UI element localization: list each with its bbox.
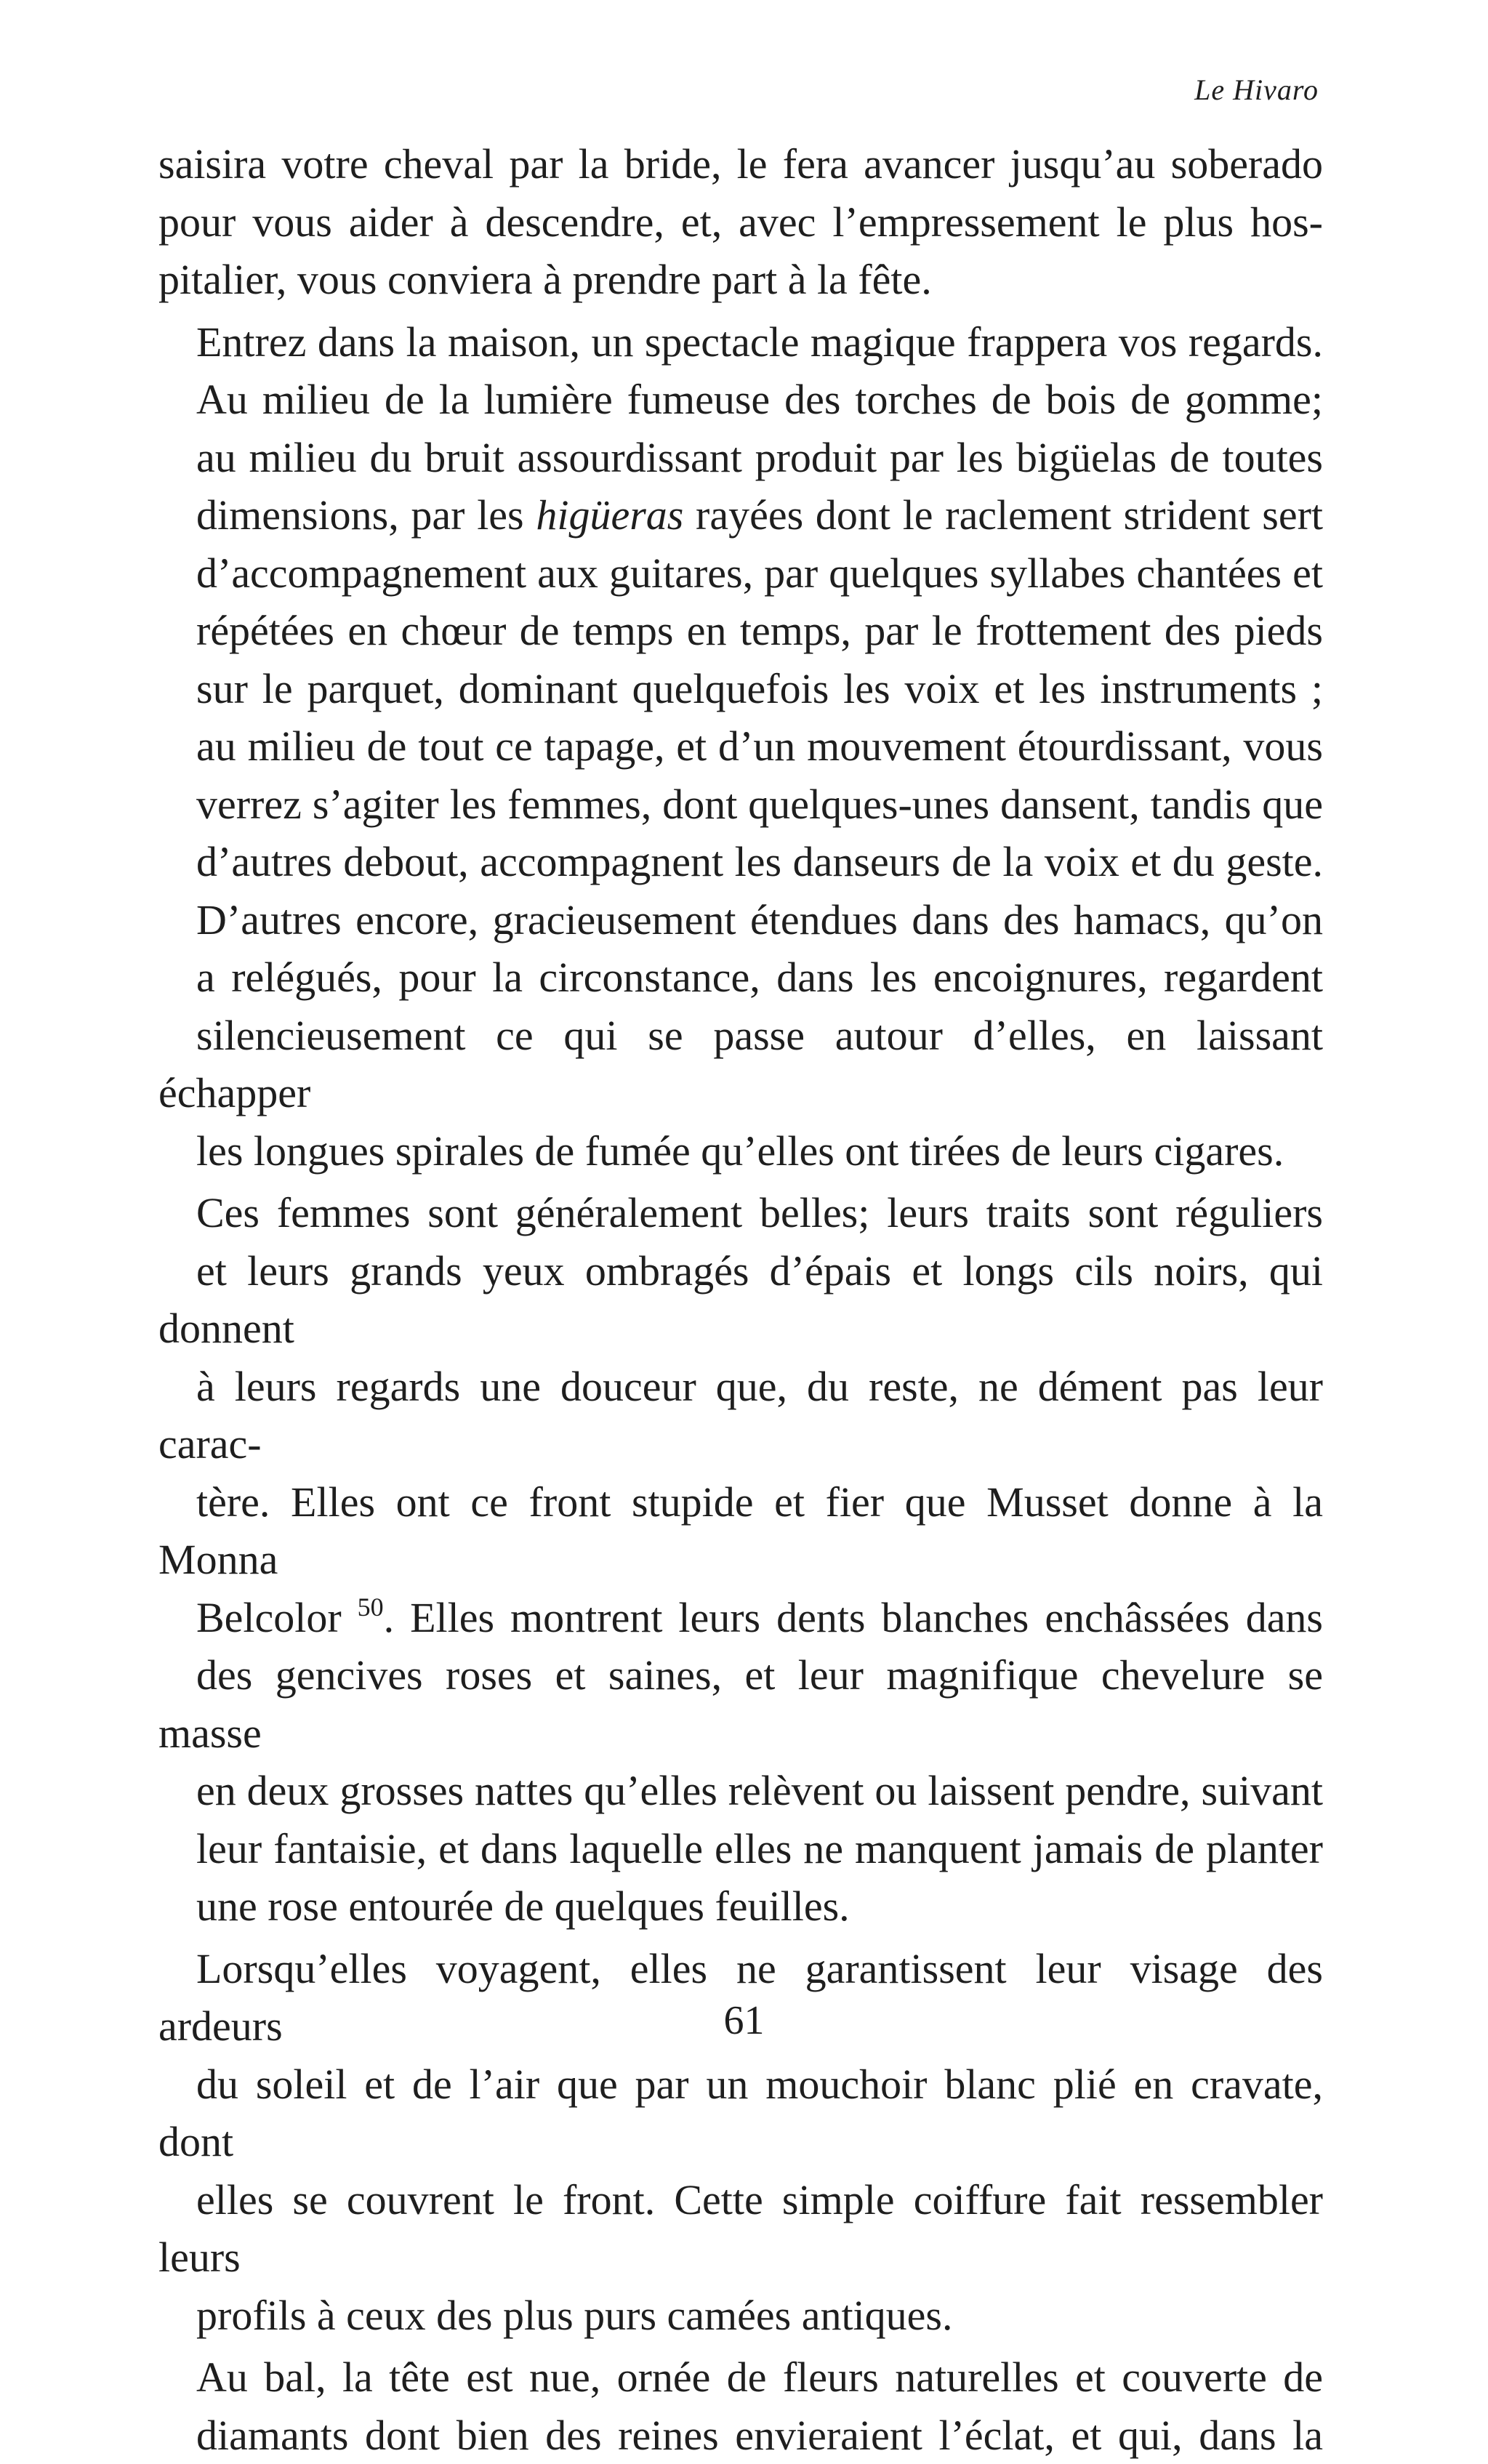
text-line: pour vous aider à descendre, et, avec l’empressement le plus hos-	[158, 193, 1323, 251]
running-header: Le Hivaro	[1194, 73, 1319, 107]
text-line: Ces femmes sont généralement belles; leurs traits sont réguliers	[158, 1184, 1323, 1242]
text-line: saisira votre cheval par la bride, le fera avancer jusqu’au soberado	[158, 135, 1323, 193]
text-line: Lorsqu’elles voyagent, elles ne garantissent leur visage des ardeurs	[158, 1940, 1323, 2056]
text-line: des gencives roses et saines, et leur magnifique chevelure se masse	[158, 1646, 1323, 1762]
paragraph-5	[158, 2348, 1323, 2464]
text-line: elles se couvrent le front. Cette simple coiffure fait ressembler leurs	[158, 2171, 1323, 2287]
text-line: D’autres encore, gracieusement étendues dans des hamacs, qu’on	[158, 891, 1323, 949]
body-text	[158, 135, 1323, 2464]
text-line: pitalier, vous conviera à prendre part à la fête.	[158, 251, 1323, 309]
text-line: diamants dont bien des reines envieraient l’éclat, et qui, dans la	[158, 2407, 1323, 2464]
text-line: à leurs regards une douceur que, du reste, ne dément pas leur carac-	[158, 1358, 1323, 1473]
text-line: au milieu de tout ce tapage, et d’un mouvement étourdissant, vous	[158, 717, 1323, 776]
text-line: et leurs grands yeux ombragés d’épais et longs cils noirs, qui donnent	[158, 1242, 1323, 1358]
text-line: d’accompagnement aux guitares, par quelques syllabes chantées et	[158, 544, 1323, 603]
text-line: les longues spirales de fumée qu’elles ont tirées de leurs cigares.	[158, 1122, 1323, 1180]
text-line: Au bal, la tête est nue, ornée de fleurs naturelles et couverte de	[158, 2348, 1323, 2407]
text-line: du soleil et de l’air que par un mouchoir blanc plié en cravate, dont	[158, 2056, 1323, 2171]
text-line: au milieu du bruit assourdissant produit par les bigüelas de toutes	[158, 429, 1323, 487]
text-line: verrez s’agiter les femmes, dont quelques-unes dansent, tandis que	[158, 776, 1323, 834]
text-line: une rose entourée de quelques feuilles.	[158, 1877, 1323, 1936]
text-line: profils à ceux des plus purs camées antiques.	[158, 2287, 1323, 2345]
italic-term: higüeras	[536, 491, 683, 539]
text-line: Entrez dans la maison, un spectacle magique frappera vos regards.	[158, 313, 1323, 371]
text-line	[158, 1589, 1323, 1647]
text-fragment: dimensions, par les	[196, 491, 536, 539]
paragraph-2	[158, 313, 1323, 1180]
footnote-marker[interactable]: 50	[358, 1593, 384, 1622]
text-line: d’autres debout, accompagnent les danseurs de la voix et du geste.	[158, 833, 1323, 891]
text-fragment: rayées dont le raclement strident sert	[683, 491, 1323, 539]
text-line: a relégués, pour la circonstance, dans les encoignures, regardent	[158, 949, 1323, 1007]
text-fragment: Belcolor	[196, 1594, 358, 1641]
paragraph-1	[158, 135, 1323, 309]
page-number: 61	[0, 1997, 1488, 2044]
paragraph-3	[158, 1184, 1323, 1936]
text-line: silencieusement ce qui se passe autour d’elles, en laissant échapper	[158, 1007, 1323, 1122]
text-line: en deux grosses nattes qu’elles relèvent ou laissent pendre, suivant	[158, 1762, 1323, 1820]
text-line: leur fantaisie, et dans laquelle elles ne manquent jamais de planter	[158, 1820, 1323, 1878]
text-line: sur le parquet, dominant quelquefois les voix et les instruments ;	[158, 660, 1323, 718]
text-line	[158, 486, 1323, 544]
text-line: tère. Elles ont ce front stupide et fier que Musset donne à la Monna	[158, 1473, 1323, 1589]
text-line: Au milieu de la lumière fumeuse des torches de bois de gomme;	[158, 371, 1323, 429]
text-line: répétées en chœur de temps en temps, par le frottement des pieds	[158, 602, 1323, 660]
text-fragment: . Elles montrent leurs dents blanches enchâssées dans	[384, 1594, 1323, 1641]
